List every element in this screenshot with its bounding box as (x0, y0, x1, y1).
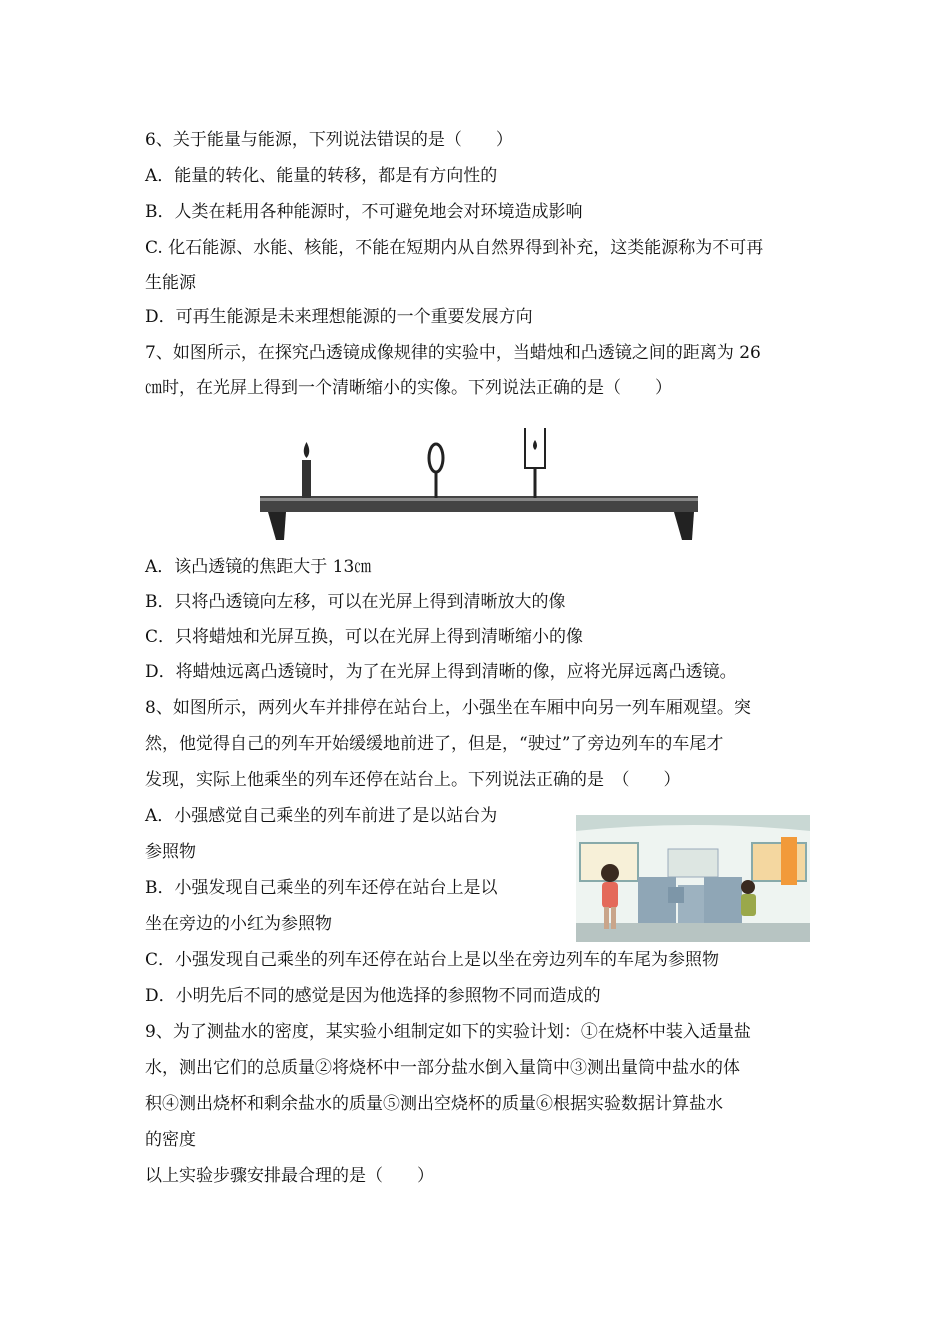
lens (429, 444, 443, 472)
girl-figure-head (601, 864, 619, 882)
train-carriage-figure (576, 815, 810, 942)
bench-leg-right (674, 512, 694, 540)
q7-option-c: C．只将蜡烛和光屏互换，可以在光屏上得到清晰缩小的像 (145, 627, 584, 647)
q6-option-c: C. 化石能源、水能、核能，不能在短期内从自然界得到补充，这类能源称为不可再 (145, 238, 764, 258)
q7-stem-line-2: ㎝时，在光屏上得到一个清晰缩小的实像。下列说法正确的是（ ） (145, 378, 672, 398)
q9-stem-line-1: 9、为了测盐水的密度，某实验小组制定如下的实验计划：①在烧杯中装入适量盐 (145, 1022, 751, 1042)
optical-bench-figure (258, 428, 706, 548)
q8-option-a-cont: 参照物 (145, 842, 196, 862)
seat-right (704, 877, 742, 927)
q8-option-b: B．小强发现自己乘坐的列车还停在站台上是以 (145, 878, 498, 898)
q6-option-c-cont: 生能源 (145, 273, 196, 293)
q8-stem-line-1: 8、如图所示，两列火车并排停在站台上，小强坐在车厢中向另一列车厢观望。突 (145, 698, 751, 718)
candle (302, 460, 311, 498)
q6-option-a: A．能量的转化、能量的转移，都是有方向性的 (145, 166, 498, 186)
q7-option-d: D．将蜡烛远离凸透镜时，为了在光屏上得到清晰的像，应将光屏远离凸透镜。 (145, 662, 737, 682)
q8-stem-line-3: 发现，实际上他乘坐的列车还停在站台上。下列说法正确的是 （ ） (145, 770, 681, 790)
q9-stem-line-4: 的密度 (145, 1130, 196, 1150)
candle-flame (304, 442, 310, 458)
q7-option-a: A．该凸透镜的焦距大于 13㎝ (145, 557, 372, 577)
q9-stem-line-3: 积④测出烧杯和剩余盐水的质量⑤测出空烧杯的质量⑥根据实验数据计算盐水 (145, 1094, 723, 1114)
q8-option-c: C．小强发现自己乘坐的列车还停在站台上是以坐在旁边列车的车尾为参照物 (145, 950, 720, 970)
q7-stem-line-1: 7、如图所示，在探究凸透镜成像规律的实验中，当蜡烛和凸透镜之间的距离为 26 (145, 343, 761, 363)
q6-stem: 6、关于能量与能源，下列说法错误的是（ ） (145, 130, 513, 150)
q7-option-b: B．只将凸透镜向左移，可以在光屏上得到清晰放大的像 (145, 592, 566, 612)
q6-option-b: B．人类在耗用各种能源时，不可避免地会对环境造成影响 (145, 202, 583, 222)
q8-option-a: A．小强感觉自己乘坐的列车前进了是以站台为 (145, 806, 498, 826)
window-right (752, 843, 806, 881)
boy-figure-head (741, 880, 755, 894)
q8-stem-line-2: 然，他觉得自己的列车开始缓缓地前进了，但是，“驶过”了旁边列车的车尾才 (145, 734, 724, 754)
q6-option-d: D．可再生能源是未来理想能源的一个重要发展方向 (145, 307, 533, 327)
q9-stem-line-5: 以上实验步骤安排最合理的是（ ） (145, 1166, 434, 1186)
q9-stem-line-2: 水，测出它们的总质量②将烧杯中一部分盐水倒入量筒中③测出量筒中盐水的体 (145, 1058, 740, 1078)
bench-leg-left (268, 512, 286, 540)
q8-option-b-cont: 坐在旁边的小红为参照物 (145, 914, 332, 934)
q8-option-d: D．小明先后不同的感觉是因为他选择的参照物不同而造成的 (145, 986, 601, 1006)
